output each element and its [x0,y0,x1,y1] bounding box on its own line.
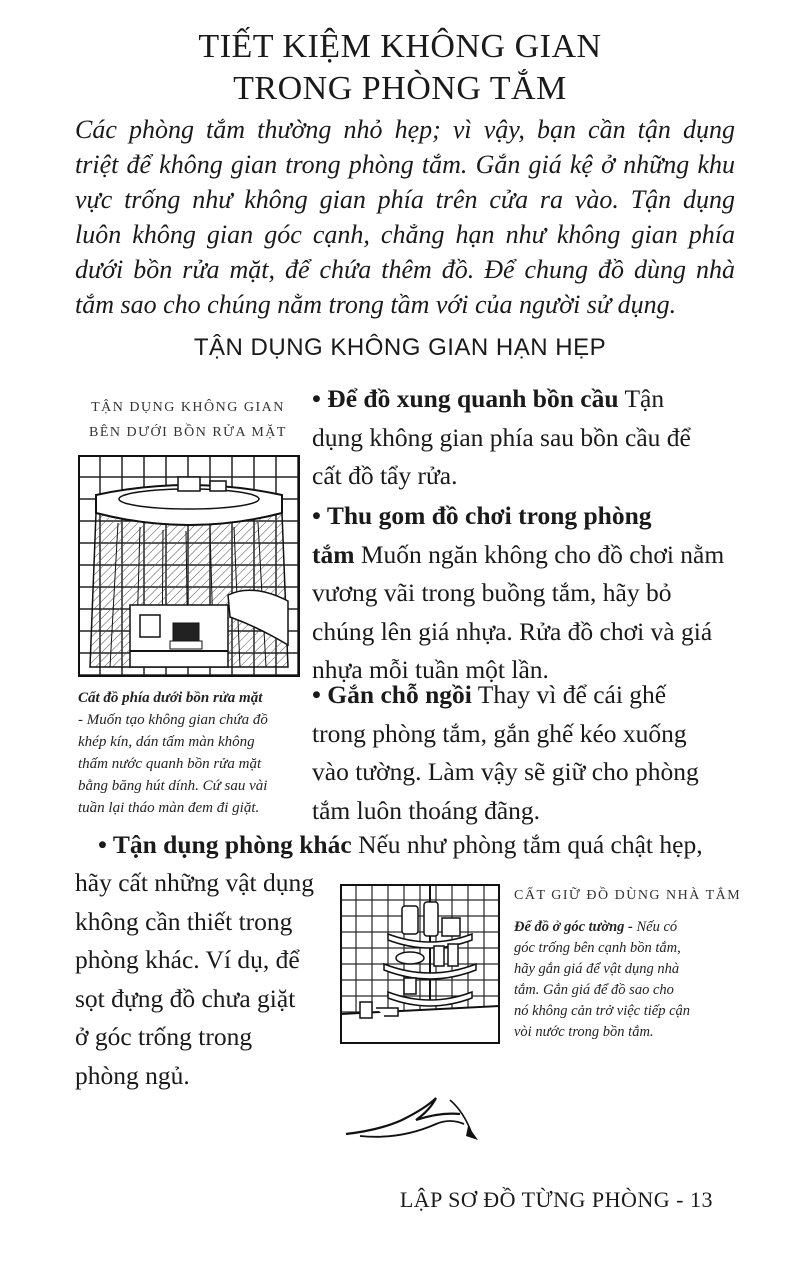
figure2-desc-line: vòi nước trong bồn tắm. [514,1024,654,1040]
tip-other-room-body [75,864,320,1095]
figure1-desc-line: bằng băng hút dính. Cứ sau vài [78,778,268,794]
tip-seat [312,676,730,830]
tip-toys-rest: Muốn ngăn không cho đồ chơi nằm [360,539,725,569]
intro-line: dưới bồn rửa mặt, để chứa thêm đồ. Để chung đồ dùng nhà [75,255,735,284]
tip-line: vương vãi trong buồng tắm, hãy bỏ [312,578,672,607]
tip-line: chúng lên giá nhựa. Rửa đồ chơi và giá [312,616,713,646]
tip-toilet-title: • Để đồ xung quanh bồn cầu [312,384,619,413]
intro-line: tắm sao cho chúng nằm trong tầm với của người sử dụng. [75,290,677,319]
figure1-desc-line: khép kín, dán tấm màn không [78,734,255,750]
corner-shelf-illustration [340,884,500,1044]
tip-line: vào tường. Làm vậy sẽ giữ cho phòng [312,757,699,786]
intro-line: vực trống như không gian phía trên cửa ra vào. Tận dụng [75,185,735,214]
tip-other-room-title: • Tận dụng phòng khác [98,830,352,859]
tip-seat-rest: Thay vì để cái ghế [477,680,667,709]
section-heading: TẬN DỤNG KHÔNG GIAN HẠN HẸP [193,334,607,361]
tip-toys-title: • Thu gom đồ chơi trong phòng [312,501,652,530]
tip-line: ở góc trống trong [75,1022,253,1051]
page-title-line2: TRONG PHÒNG TẮM [233,70,567,107]
tip-line: sọt đựng đồ chưa giặt [75,983,296,1013]
page-title-line1: TIẾT KIỆM KHÔNG GIAN [198,28,602,65]
tip-line: nhựa mỗi tuần một lần. [312,655,549,684]
page-footer: LẬP SƠ ĐỒ TỪNG PHÒNG - 13 [399,1187,713,1212]
figure1-desc-line: thấm nước quanh bồn rửa mặt [78,756,262,772]
figure1-caption-line1: TẬN DỤNG KHÔNG GIAN [91,400,285,415]
sink-curtain-illustration [78,455,300,677]
tip-toilet-rest: Tận [624,384,665,413]
figure2-caption: CẤT GIỮ ĐỒ DÙNG NHÀ TẮM [514,888,742,903]
figure1-desc-title: Cất đồ phía dưới bồn rửa mặt [78,690,263,706]
tip-line: phòng khác. Ví dụ, để [75,945,300,974]
tip-line: dụng không gian phía sau bồn cầu để [312,422,691,452]
tip-toys-title2: tắm [312,539,355,569]
figure2-desc-line: hãy gắn giá để vật dụng nhà [514,961,680,977]
tip-line: không cần thiết trong [75,906,293,936]
figure1-description [78,687,300,819]
tip-line: tắm luôn thoáng đãng. [312,795,541,825]
tip-other-room-line1 [98,826,738,865]
flourish-ornament-icon [340,1090,480,1146]
figure2-description [514,917,744,1043]
figure1-caption-line2: BÊN DƯỚI BỒN RỬA MẶT [89,425,287,440]
intro-line: triệt để không gian trong phòng tắm. Gắn giá kệ ở những khu [75,150,735,179]
tip-line: hãy cất những vật dụng [75,868,315,897]
intro-paragraph [75,112,735,322]
tip-seat-title: • Gắn chỗ ngồi [312,680,472,709]
tip-line: cất đồ tẩy rửa. [312,461,458,490]
figure2-desc-line: góc trống bên cạnh bồn tắm, [514,940,681,956]
tip-line: phòng ngủ. [75,1060,190,1090]
tip-toilet [312,380,730,496]
tip-other-room-rest: Nếu như phòng tắm quá chật hẹp, [358,830,703,859]
tip-line: trong phòng tắm, gắn ghế kéo xuống [312,718,687,748]
figure1-desc-line: - Muốn tạo không gian chứa đồ [78,712,268,728]
figure2-desc-line: tắm. Gắn giá để đồ sao cho [514,982,674,998]
figure1-desc-line: tuần lại tháo màn đem đi giặt. [78,800,260,816]
figure2-desc-first-rest: Nếu có [636,919,678,935]
intro-line: Các phòng tắm thường nhỏ hẹp; vì vậy, bạn cần tận dụng [75,115,735,144]
tip-toys [312,497,730,690]
intro-line: luôn không gian góc cạnh, chẳng hạn như không gian phía [75,220,735,249]
figure2-desc-line: nó không cản trở việc tiếp cận [514,1003,691,1019]
figure2-desc-title: Để đồ ở góc tường - [514,919,633,935]
